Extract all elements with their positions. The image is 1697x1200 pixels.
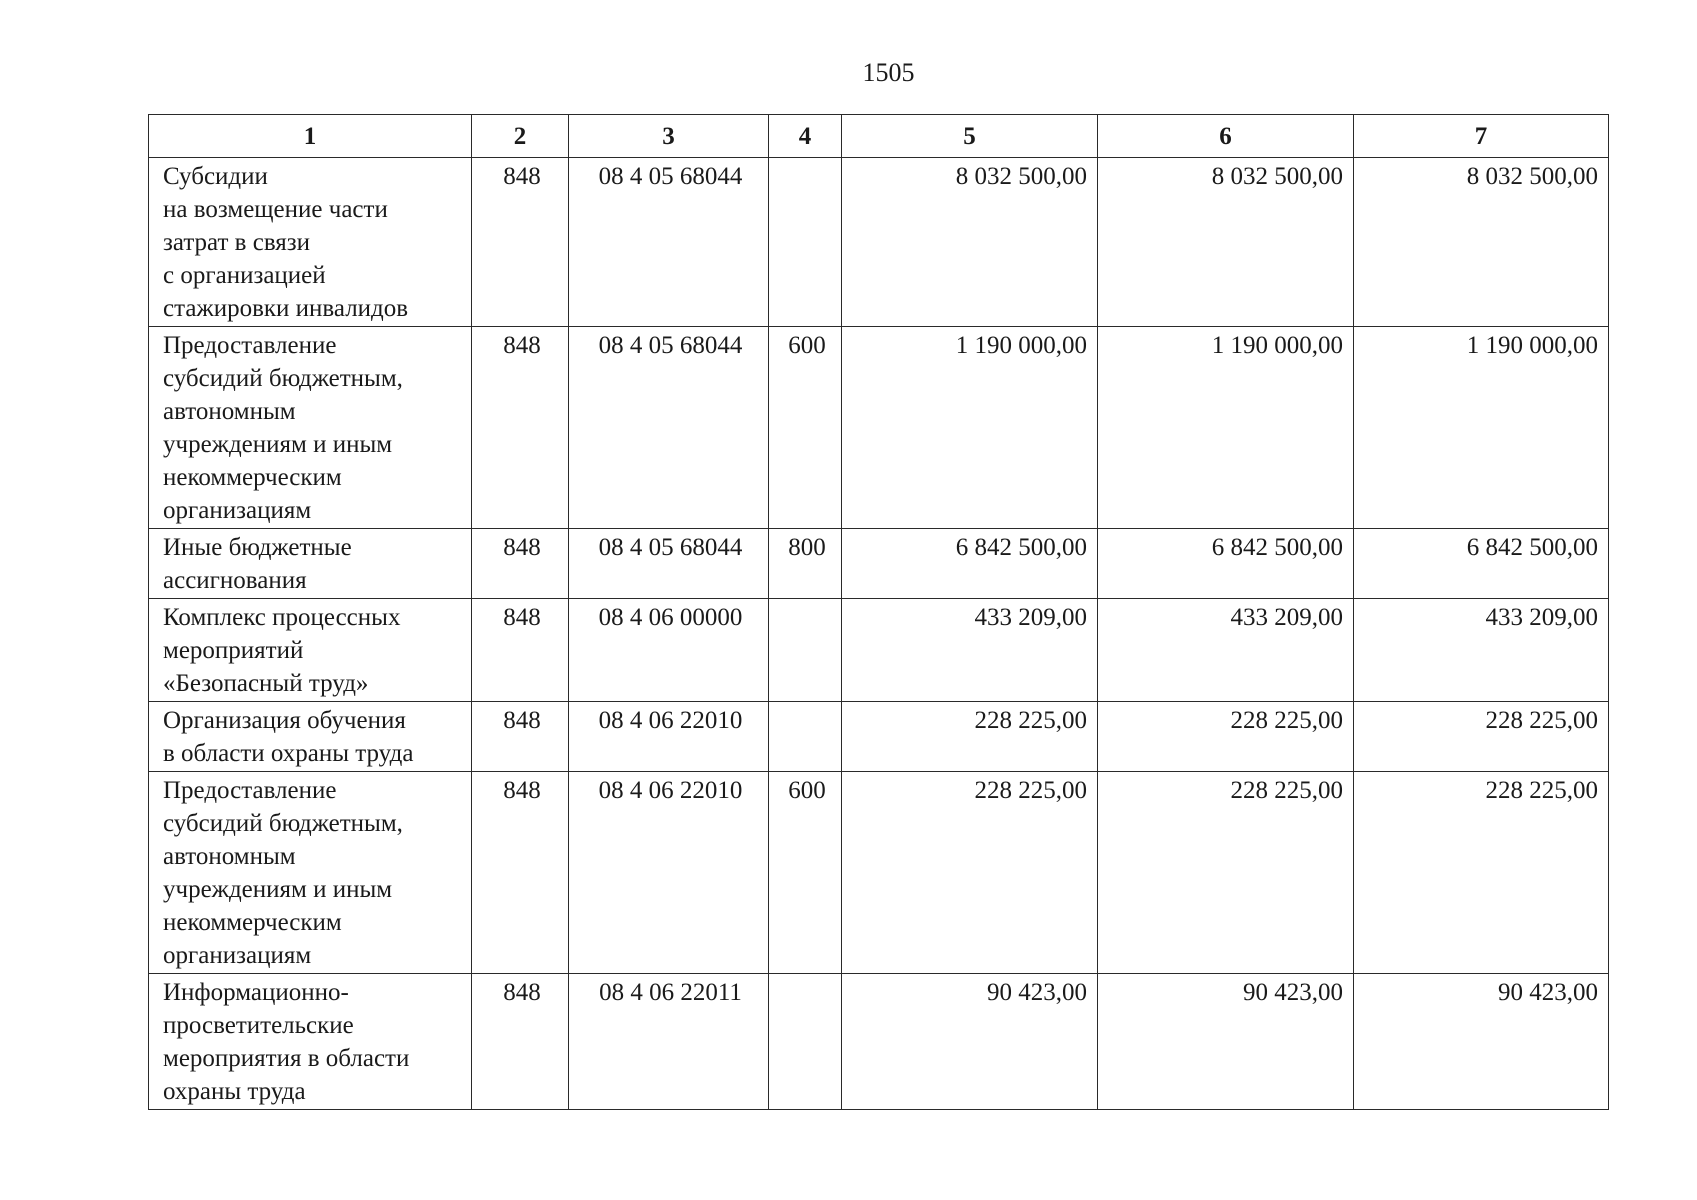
cell-name-line: некоммерческим [163, 909, 342, 936]
table-row [149, 974, 1609, 1110]
cell-name-line: Предоставление [163, 332, 337, 359]
cell-name-line: стажировки инвалидов [163, 295, 409, 322]
cell-name-line: Информационно- [163, 979, 349, 1006]
cell-name-line: учреждениям и иным [163, 431, 393, 458]
cell-name-line: на возмещение части [163, 196, 388, 223]
cell-name-line: «Безопасный труд» [163, 670, 369, 697]
cell-amount-col6: 433 209,00 [1098, 599, 1354, 702]
cell-expense-type: 600 [769, 772, 842, 974]
cell-expense-type [769, 974, 842, 1110]
table-row [149, 327, 1609, 529]
header-col-7: 7 [1354, 115, 1609, 158]
cell-amount-col6: 6 842 500,00 [1098, 529, 1354, 599]
cell-amount-col7: 1 190 000,00 [1354, 327, 1609, 529]
table-row [149, 158, 1609, 327]
header-col-2: 2 [472, 115, 569, 158]
cell-target-article: 08 4 06 22010 [569, 772, 769, 974]
cell-amount-col5: 433 209,00 [842, 599, 1098, 702]
header-row [149, 115, 1609, 158]
cell-amount-col5: 90 423,00 [842, 974, 1098, 1110]
cell-name-line: организациям [163, 942, 312, 969]
table-row [149, 529, 1609, 599]
cell-target-article: 08 4 06 22010 [569, 702, 769, 772]
cell-expense-type [769, 702, 842, 772]
cell-admin-code: 848 [472, 529, 569, 599]
cell-target-article: 08 4 06 00000 [569, 599, 769, 702]
cell-name-line: ассигнования [163, 567, 307, 594]
cell-name-line: субсидий бюджетным, [163, 810, 403, 837]
cell-admin-code: 848 [472, 974, 569, 1110]
cell-amount-col6: 8 032 500,00 [1098, 158, 1354, 327]
cell-name-line: охраны труда [163, 1078, 306, 1105]
cell-admin-code: 848 [472, 327, 569, 529]
cell-admin-code: 848 [472, 702, 569, 772]
cell-amount-col5: 6 842 500,00 [842, 529, 1098, 599]
cell-amount-col5: 8 032 500,00 [842, 158, 1098, 327]
table-row [149, 772, 1609, 974]
cell-target-article: 08 4 05 68044 [569, 529, 769, 599]
cell-name-line: мероприятий [163, 637, 304, 664]
cell-name [149, 702, 472, 772]
header-col-1: 1 [149, 115, 472, 158]
header-col-3: 3 [569, 115, 769, 158]
cell-amount-col7: 433 209,00 [1354, 599, 1609, 702]
budget-table [148, 114, 1609, 1110]
cell-amount-col6: 90 423,00 [1098, 974, 1354, 1110]
cell-name-line: Организация обучения [163, 707, 406, 734]
cell-name-line: мероприятия в области [163, 1045, 410, 1072]
table-body [149, 158, 1609, 1110]
cell-amount-col6: 228 225,00 [1098, 772, 1354, 974]
header-col-6: 6 [1098, 115, 1354, 158]
page-number: 1505 [862, 58, 915, 87]
table-row [149, 599, 1609, 702]
cell-amount-col7: 90 423,00 [1354, 974, 1609, 1110]
cell-name-line: Комплекс процессных [163, 604, 401, 631]
cell-name-line: организациям [163, 497, 312, 524]
cell-name-line: автономным [163, 398, 296, 425]
cell-amount-col6: 1 190 000,00 [1098, 327, 1354, 529]
cell-target-article: 08 4 06 22011 [569, 974, 769, 1110]
cell-admin-code: 848 [472, 599, 569, 702]
cell-amount-col7: 228 225,00 [1354, 772, 1609, 974]
cell-name-line: в области охраны труда [163, 740, 414, 767]
cell-expense-type: 800 [769, 529, 842, 599]
cell-name-line: автономным [163, 843, 296, 870]
cell-name-line: с организацией [163, 262, 326, 289]
cell-name [149, 529, 472, 599]
cell-amount-col7: 6 842 500,00 [1354, 529, 1609, 599]
cell-name-line: учреждениям и иным [163, 876, 393, 903]
cell-expense-type [769, 158, 842, 327]
cell-name-line: Субсидии [163, 163, 268, 190]
cell-expense-type: 600 [769, 327, 842, 529]
header-col-5: 5 [842, 115, 1098, 158]
header-col-4: 4 [769, 115, 842, 158]
cell-amount-col5: 228 225,00 [842, 702, 1098, 772]
cell-name-line: Предоставление [163, 777, 337, 804]
cell-name [149, 974, 472, 1110]
cell-name-line: затрат в связи [163, 229, 311, 256]
cell-amount-col7: 228 225,00 [1354, 702, 1609, 772]
cell-name-line: просветительские [163, 1012, 354, 1039]
cell-target-article: 08 4 05 68044 [569, 158, 769, 327]
cell-name-line: Иные бюджетные [163, 534, 352, 561]
table-row [149, 702, 1609, 772]
cell-name [149, 772, 472, 974]
cell-name [149, 158, 472, 327]
cell-admin-code: 848 [472, 772, 569, 974]
cell-amount-col6: 228 225,00 [1098, 702, 1354, 772]
cell-amount-col7: 8 032 500,00 [1354, 158, 1609, 327]
cell-amount-col5: 228 225,00 [842, 772, 1098, 974]
cell-expense-type [769, 599, 842, 702]
cell-amount-col5: 1 190 000,00 [842, 327, 1098, 529]
cell-name-line: некоммерческим [163, 464, 342, 491]
cell-name [149, 599, 472, 702]
cell-name-line: субсидий бюджетным, [163, 365, 403, 392]
cell-name [149, 327, 472, 529]
cell-target-article: 08 4 05 68044 [569, 327, 769, 529]
cell-admin-code: 848 [472, 158, 569, 327]
